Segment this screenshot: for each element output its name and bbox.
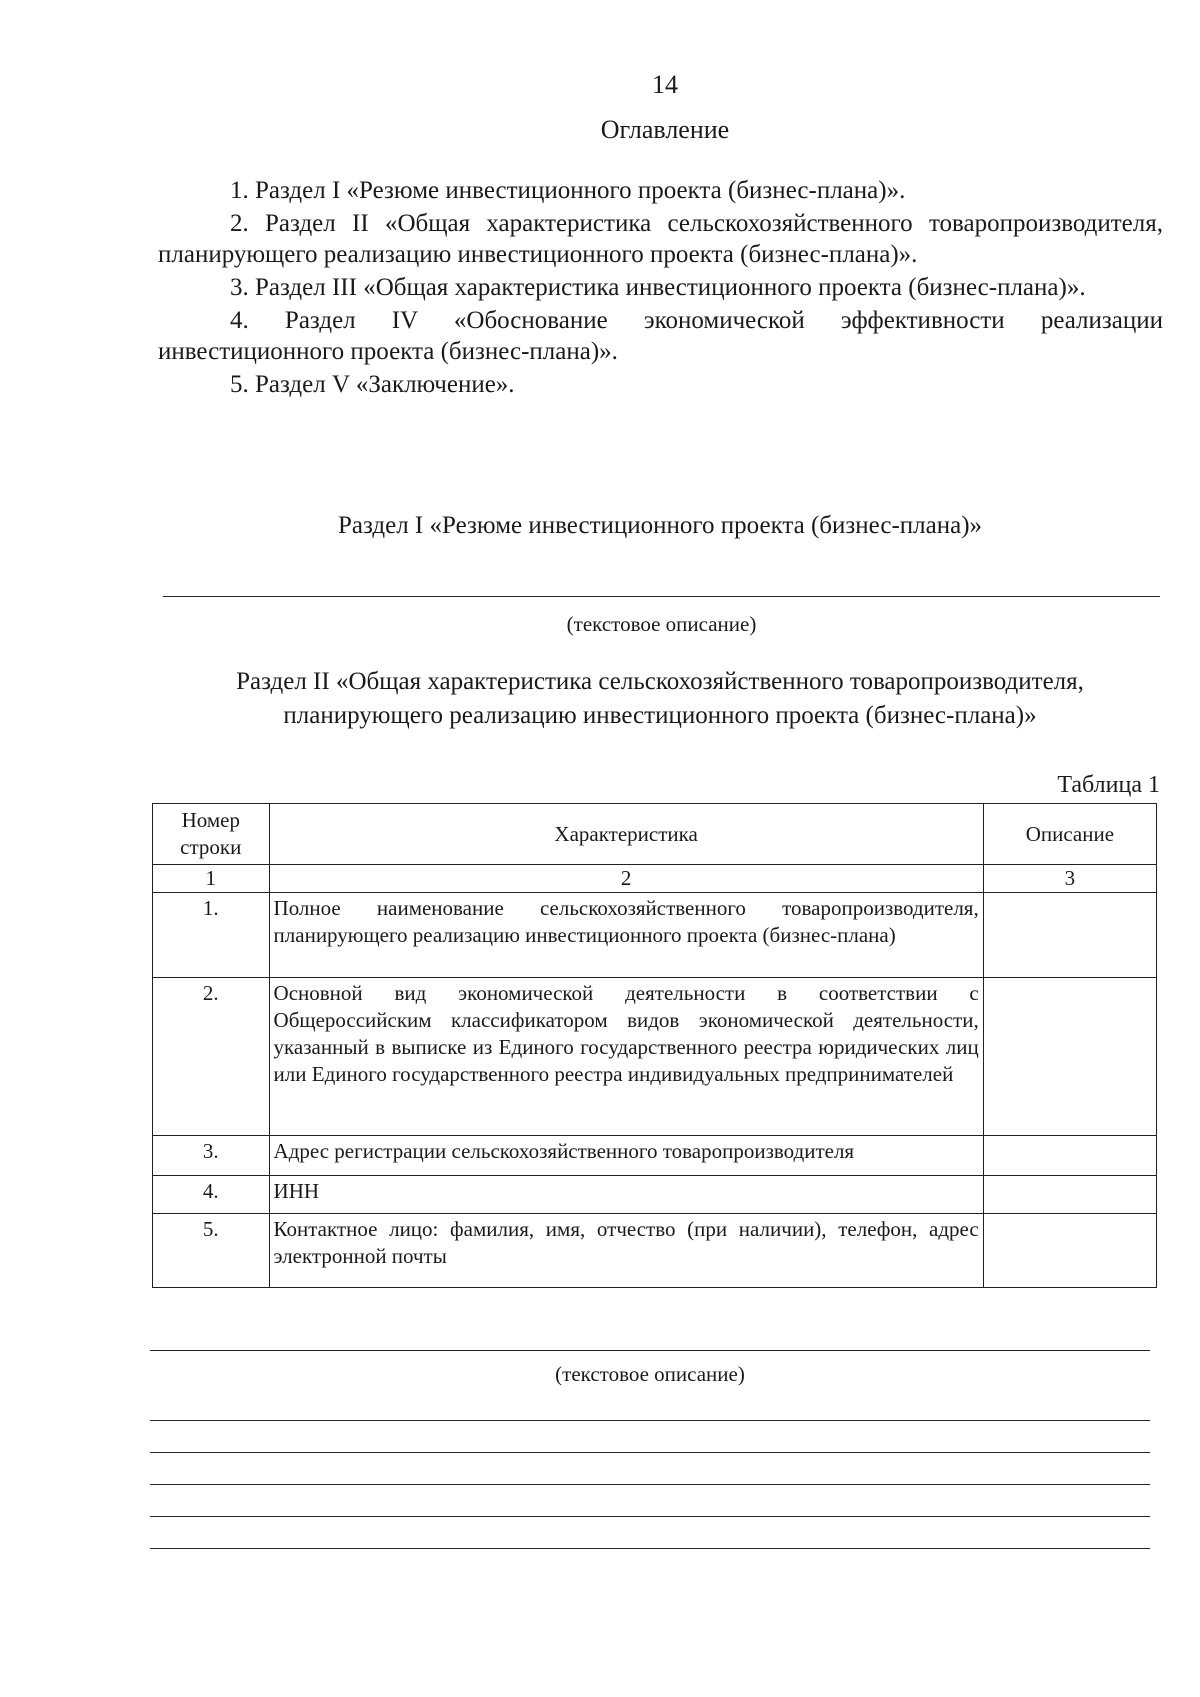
row-number: 3.: [153, 1136, 270, 1176]
table-row: [153, 1214, 1157, 1288]
section-1-heading: Раздел I «Резюме инвестиционного проекта (бизнес-плана)»: [337, 512, 983, 539]
header-description: Описание: [983, 804, 1156, 865]
toc-item-4: 4. Раздел IV «Обоснование экономической эффективности реализации инвестиционного проекта (бизнес-плана)».: [158, 307, 1163, 365]
row-characteristic: Полное наименование сельскохозяйственного товаропроизводителя, планирующего реализацию инвестиционного проекта (бизнес-плана): [269, 893, 983, 978]
index-cell: 1: [153, 865, 270, 893]
toc-item-1: 1. Раздел I «Резюме инвестиционного проекта (бизнес-плана)».: [230, 177, 906, 204]
fill-line: [150, 1350, 1150, 1351]
table-row: [153, 1176, 1157, 1214]
row-characteristic: Адрес регистрации сельскохозяйственного товаропроизводителя: [269, 1136, 983, 1176]
row-description-cell[interactable]: [983, 1136, 1156, 1176]
toc-item-5: 5. Раздел V «Заключение».: [230, 371, 515, 398]
fill-line: [163, 596, 1160, 597]
section-2-heading-line-1: Раздел II «Общая характеристика сельскохозяйственного товаропроизводителя,: [236, 668, 1084, 695]
row-characteristic: Основной вид экономической деятельности в соответствии с Общероссийским классификатором видов экономической деятельности, указанный в выписке из Единого государственного реестра юридических лиц или Единого государственного реестра индивидуальных предпринимателей: [269, 978, 983, 1136]
section-2-caption: (текстовое описание): [555, 1362, 745, 1386]
row-description-cell[interactable]: [983, 1214, 1156, 1288]
page-number: 14: [652, 70, 678, 99]
fill-line: [150, 1516, 1150, 1517]
table-row: [153, 893, 1157, 978]
row-number: 2.: [153, 978, 270, 1136]
table-of-contents: [158, 175, 1163, 402]
fill-line: [150, 1484, 1150, 1485]
row-characteristic: Контактное лицо: фамилия, имя, отчество (при наличии), телефон, адрес электронной почты: [269, 1214, 983, 1288]
row-description-cell[interactable]: [983, 893, 1156, 978]
fill-line: [150, 1452, 1150, 1453]
table-index-row: [153, 865, 1157, 893]
table-label: Таблица 1: [1057, 772, 1160, 798]
row-characteristic: ИНН: [269, 1176, 983, 1214]
table-row: [153, 1136, 1157, 1176]
characteristics-table: [152, 803, 1157, 1288]
table-row: [153, 978, 1157, 1136]
section-2-heading-line-2: планирующего реализацию инвестиционного проекта (бизнес-плана)»: [283, 702, 1037, 729]
index-cell: 3: [983, 865, 1156, 893]
toc-title: Оглавление: [600, 115, 730, 144]
toc-item-2: 2. Раздел II «Общая характеристика сельскохозяйственного товаропроизводителя, планирующего реализацию инвестиционного проекта (бизнес-плана)».: [158, 210, 1163, 268]
header-row-number: Номер строки: [153, 804, 270, 865]
row-number: 4.: [153, 1176, 270, 1214]
index-cell: 2: [269, 865, 983, 893]
fill-line: [150, 1548, 1150, 1549]
fill-line: [150, 1420, 1150, 1421]
row-number: 5.: [153, 1214, 270, 1288]
row-number: 1.: [153, 893, 270, 978]
row-description-cell[interactable]: [983, 978, 1156, 1136]
table-header-row: [153, 804, 1157, 865]
toc-item-3: 3. Раздел III «Общая характеристика инвестиционного проекта (бизнес-плана)».: [230, 274, 1086, 301]
section-1-caption: (текстовое описание): [566, 612, 757, 636]
row-description-cell[interactable]: [983, 1176, 1156, 1214]
header-characteristic: Характеристика: [269, 804, 983, 865]
